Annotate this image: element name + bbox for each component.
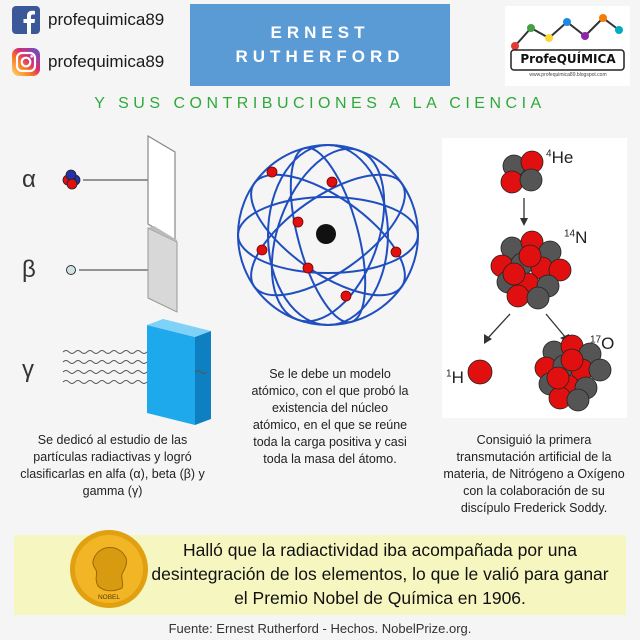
instagram-handle: profequimica89 [48,52,165,71]
title-box [190,4,450,86]
helium-symbol: He [551,148,574,167]
oxygen-symbol: O [601,334,615,353]
instagram-row[interactable] [12,48,164,76]
helium-nucleus-icon [501,151,543,193]
source-line: Fuente: Ernest Rutherford - Hechos. NobelPrize.org. [168,621,472,636]
gamma-symbol: γ [22,356,34,383]
hydrogen-nucleus-icon [468,360,492,384]
title-line-2: RUTHERFORD [235,47,405,66]
alpha-symbol: α [22,166,36,193]
helium-mass: 4 [546,148,552,160]
atom-model-icon [228,140,428,340]
atom-nucleus [316,224,336,244]
nitrogen-nucleus-icon [491,231,571,309]
oxygen-mass: 17 [590,334,602,346]
helium-label [546,148,573,168]
transmutation-diagram [442,138,627,418]
alpha-particle-icon [63,170,80,189]
beta-particle-icon [67,266,76,275]
paper-sheet-icon [148,136,175,240]
logo-url: www.profequimica89.blogspot.com [529,72,607,78]
hydrogen-symbol: H [451,368,464,387]
subtitle: Y SUS CONTRIBUCIONES A LA CIENCIA [94,95,546,112]
transmutation-caption: Consiguió la primera transmutación artificial de la materia, de Nitrógeno a Oxígeno con la colaboración de su discípulo Frederick Soddy. [443,433,625,515]
nitrogen-mass: 14 [564,228,576,240]
beta-symbol: β [22,256,36,283]
facebook-row[interactable] [12,6,164,34]
title-line-1: ERNEST [270,23,370,42]
radiation-diagram [55,130,215,430]
atom-caption: Se le debe un modelo atómico, con el que probó la existencia del núcleo atómico, en el que se reúne toda la carga positiva y casi toda la masa del átomo. [251,367,409,466]
nitrogen-symbol: N [575,228,588,247]
facebook-icon [12,6,40,34]
hydrogen-label [446,368,464,388]
logo-name: ProfeQUÍMICA [520,52,616,66]
transmutation-panel [442,138,627,418]
radiation-caption: Se dedicó al estudio de las partículas radiactivas y logró clasificarlas en alfa (α), beta (β) y gamma (γ) [20,433,205,498]
nobel-text: Halló que la radiactividad iba acompañada por una desintegración de los elementos, lo que le valió para ganar el Premio Nobel de Química en 1906. [151,540,609,608]
oxygen-label [590,334,614,354]
hydrogen-mass: 1 [446,368,452,380]
aluminium-sheet-icon [148,228,177,312]
nitrogen-label [564,228,587,248]
facebook-handle: profequimica89 [48,10,165,29]
instagram-icon [12,48,40,76]
nobel-medal-label: NOBEL [97,594,121,601]
profequimica-logo [505,6,630,86]
